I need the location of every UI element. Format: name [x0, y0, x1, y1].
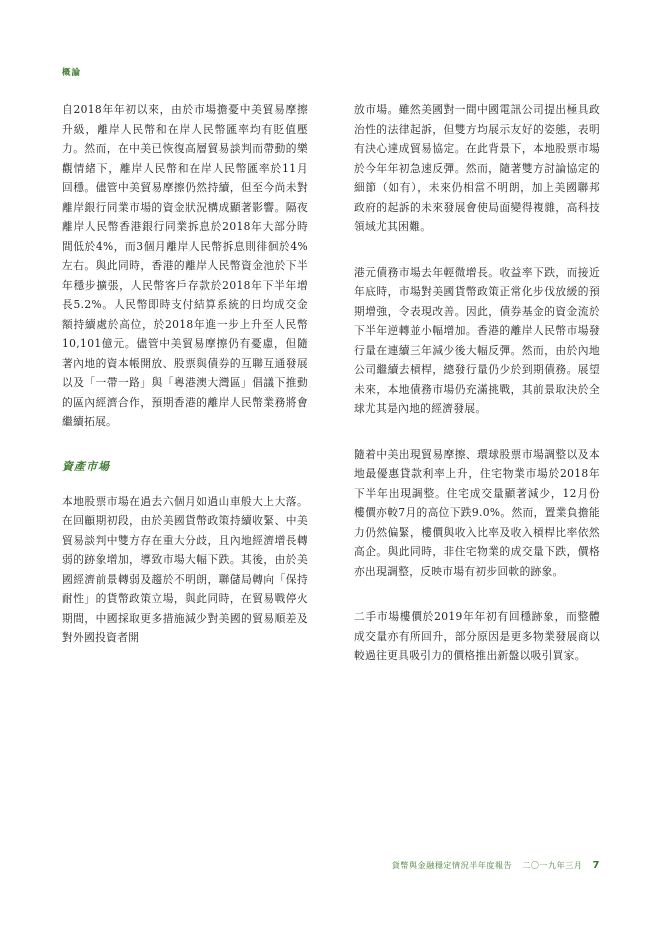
section-title-asset-markets: 資產市場	[62, 459, 110, 473]
page-number: 7	[592, 860, 600, 871]
paragraph-debt-market: 港元債務市場去年輕微增長。收益率下跌，而接近年底時，市場對美國貨幣政策正常化步伐放緩的預期增強，令表現改善。因此，債券基金的資金流於下半年逆轉並小幅增加。香港的離岸人民幣市場發行量在連續三年減少後大幅反彈。然而，由於內地公司繼續去槓桿，總發行量仍少於到期債務。展望未來，本地債務市場仍充滿挑戰，其前景取決於全球尤其是內地的經濟發展。	[354, 265, 600, 415]
left-column	[62, 100, 308, 648]
paragraph-renminbi: 自2018年年初以來，由於市場擔憂中美貿易摩擦升級，離岸人民幣和在岸人民幣匯率均有貶值壓力。然而，在中美已恢復高層貿易談判而帶動的樂觀情緒下，離岸人民幣和在岸人民幣匯率於11月回穩。儘管中美貿易摩擦仍然持續，但至今尚未對離岸銀行同業市場的資金狀況構成顯著影響。隔夜離岸人民幣香港銀行同業拆息於2018年大部分時間低於4%，而3個月離岸人民幣拆息則徘徊於4%左右。與此同時，香港的離岸人民幣資金池於下半年穩步擴張，人民幣客戶存款於2018年下半年增長5.2%。人民幣即時支付結算系統的日均成交金額持續處於高位，於2018年進一步上升至人民幣10,101億元。儘管中美貿易摩擦仍有憂慮，但隨著內地的資本帳開放、股票與債券的互聯互通發展以及「一帶一路」與「粵港澳大灣區」倡議下推動的區內經濟合作，預期香港的離岸人民幣業務將會繼續拓展。	[62, 103, 308, 428]
paragraph-property-market: 隨着中美出現貿易摩擦、環球股票市場調整以及本地最優惠貸款利率上升，住宅物業市場於2018年下半年出現調整。住宅成交量顯著減少，12月份樓價亦較7月的高位下跌9.0%。然而，置業負擔能力仍然偏緊，樓價與收入比率及收入槓桿比率依然高企。與此同時，非住宅物業的成交量下跌，價格亦出現調整，反映市場有初步回軟的跡象。	[354, 447, 600, 578]
right-column	[354, 100, 600, 666]
report-date: 二〇一九年三月	[522, 861, 583, 870]
paragraph-equity-continued: 放市場。雖然美國對一間中國電訊公司提出極具政治性的法律起訴，但雙方均展示友好的姿態，表明有決心達成貿易協定。在此背景下，本地股票市場於今年年初急速反彈。然而，隨著雙方討論協定的細節（如有），未來仍相當不明朗，加上美國聯邦政府的起訴的未來發展會使局面變得複雜，高科技領域尤其困難。	[354, 103, 600, 233]
page-footer	[392, 860, 600, 871]
paragraph-secondary-market: 二手市場樓價於2019年年初有回穩跡象，而整體成交量亦有所回升，部分原因是更多物業發展商以較過往更具吸引力的價格推出新盤以吸引買家。	[354, 610, 600, 662]
report-title: 貨幣與金融穩定情況半年度報告	[391, 861, 513, 870]
paragraph-equity-market: 本地股票市場在過去六個月如過山車般大上大落。在回顧期初段，由於美國貨幣政策持續收緊、中美貿易談判中雙方存在重大分歧，且內地經濟增長轉弱的跡象增加，導致市場大幅下跌。其後，由於美國經濟前景轉弱及趨於不明朗，聯儲局轉向「保持耐性」的貨幣政策立場，與此同時，在貿易戰停火期間，中國採取更多措施減少對美國的貿易順差及對外國投資者開	[62, 494, 308, 644]
section-header: 概論	[62, 68, 82, 78]
